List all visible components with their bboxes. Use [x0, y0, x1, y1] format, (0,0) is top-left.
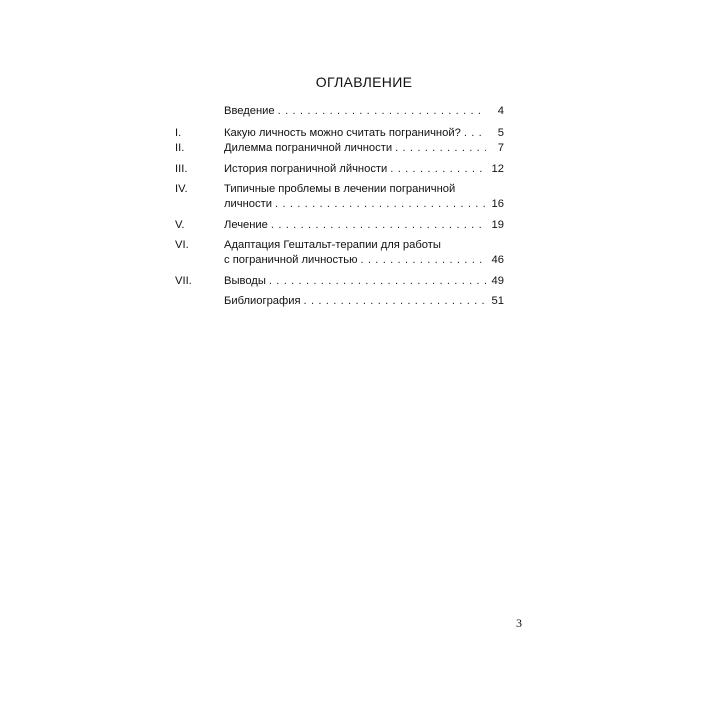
toc-entry-title-line: Типичные проблемы в лечении пограничной — [224, 183, 456, 195]
toc-entry-title-line: Адаптация Гештальт-терапии для работы — [224, 239, 441, 251]
toc-entry-page: 5 — [497, 127, 504, 139]
dot-leader — [268, 219, 486, 231]
dot-leader — [387, 163, 486, 175]
toc-entry-number: II. — [175, 142, 185, 154]
toc-entry-number: III. — [175, 163, 188, 175]
toc-entry-number: IV. — [175, 183, 188, 195]
toc-entry-title: Выводы — [224, 275, 266, 287]
toc-entry-page: 4 — [497, 105, 504, 117]
toc-entry-page: 7 — [497, 142, 504, 154]
toc-entry-page: 19 — [491, 219, 504, 231]
toc-entry-title: Лечение — [224, 219, 268, 231]
toc-entry-title: с пограничной личностью — [224, 254, 358, 266]
toc-entry-number: V. — [175, 219, 185, 231]
toc-entry-title: Какую личность можно считать пограничной? — [224, 127, 461, 139]
toc-entry-title: История пограничной лйчности — [224, 163, 388, 175]
toc-entry-page: 46 — [491, 254, 504, 266]
toc-entry-page: 49 — [491, 275, 504, 287]
dot-leader — [461, 127, 486, 139]
dot-leader — [392, 142, 486, 154]
dot-leader — [301, 295, 486, 307]
toc-title: ОГЛАВЛЕНИЕ — [315, 74, 413, 90]
page-number: 3 — [516, 616, 522, 630]
toc-entry-number: VII. — [175, 275, 192, 287]
toc-entry-title: Библиография — [224, 295, 301, 307]
dot-leader — [357, 254, 486, 266]
dot-leader — [272, 198, 486, 210]
dot-leader — [266, 275, 486, 287]
toc-entry-page: 12 — [491, 163, 504, 175]
toc-entry-title: Введение — [224, 105, 275, 117]
toc-entry-page: 51 — [491, 295, 504, 307]
toc-entry-page: 16 — [491, 198, 504, 210]
toc-entry-number: I. — [175, 127, 182, 139]
toc-entry-title: Дилемма пограничной личности — [224, 142, 393, 154]
toc-entry-title: личности — [224, 198, 272, 210]
toc-entry-number: VI. — [175, 239, 189, 251]
dot-leader — [275, 105, 486, 117]
